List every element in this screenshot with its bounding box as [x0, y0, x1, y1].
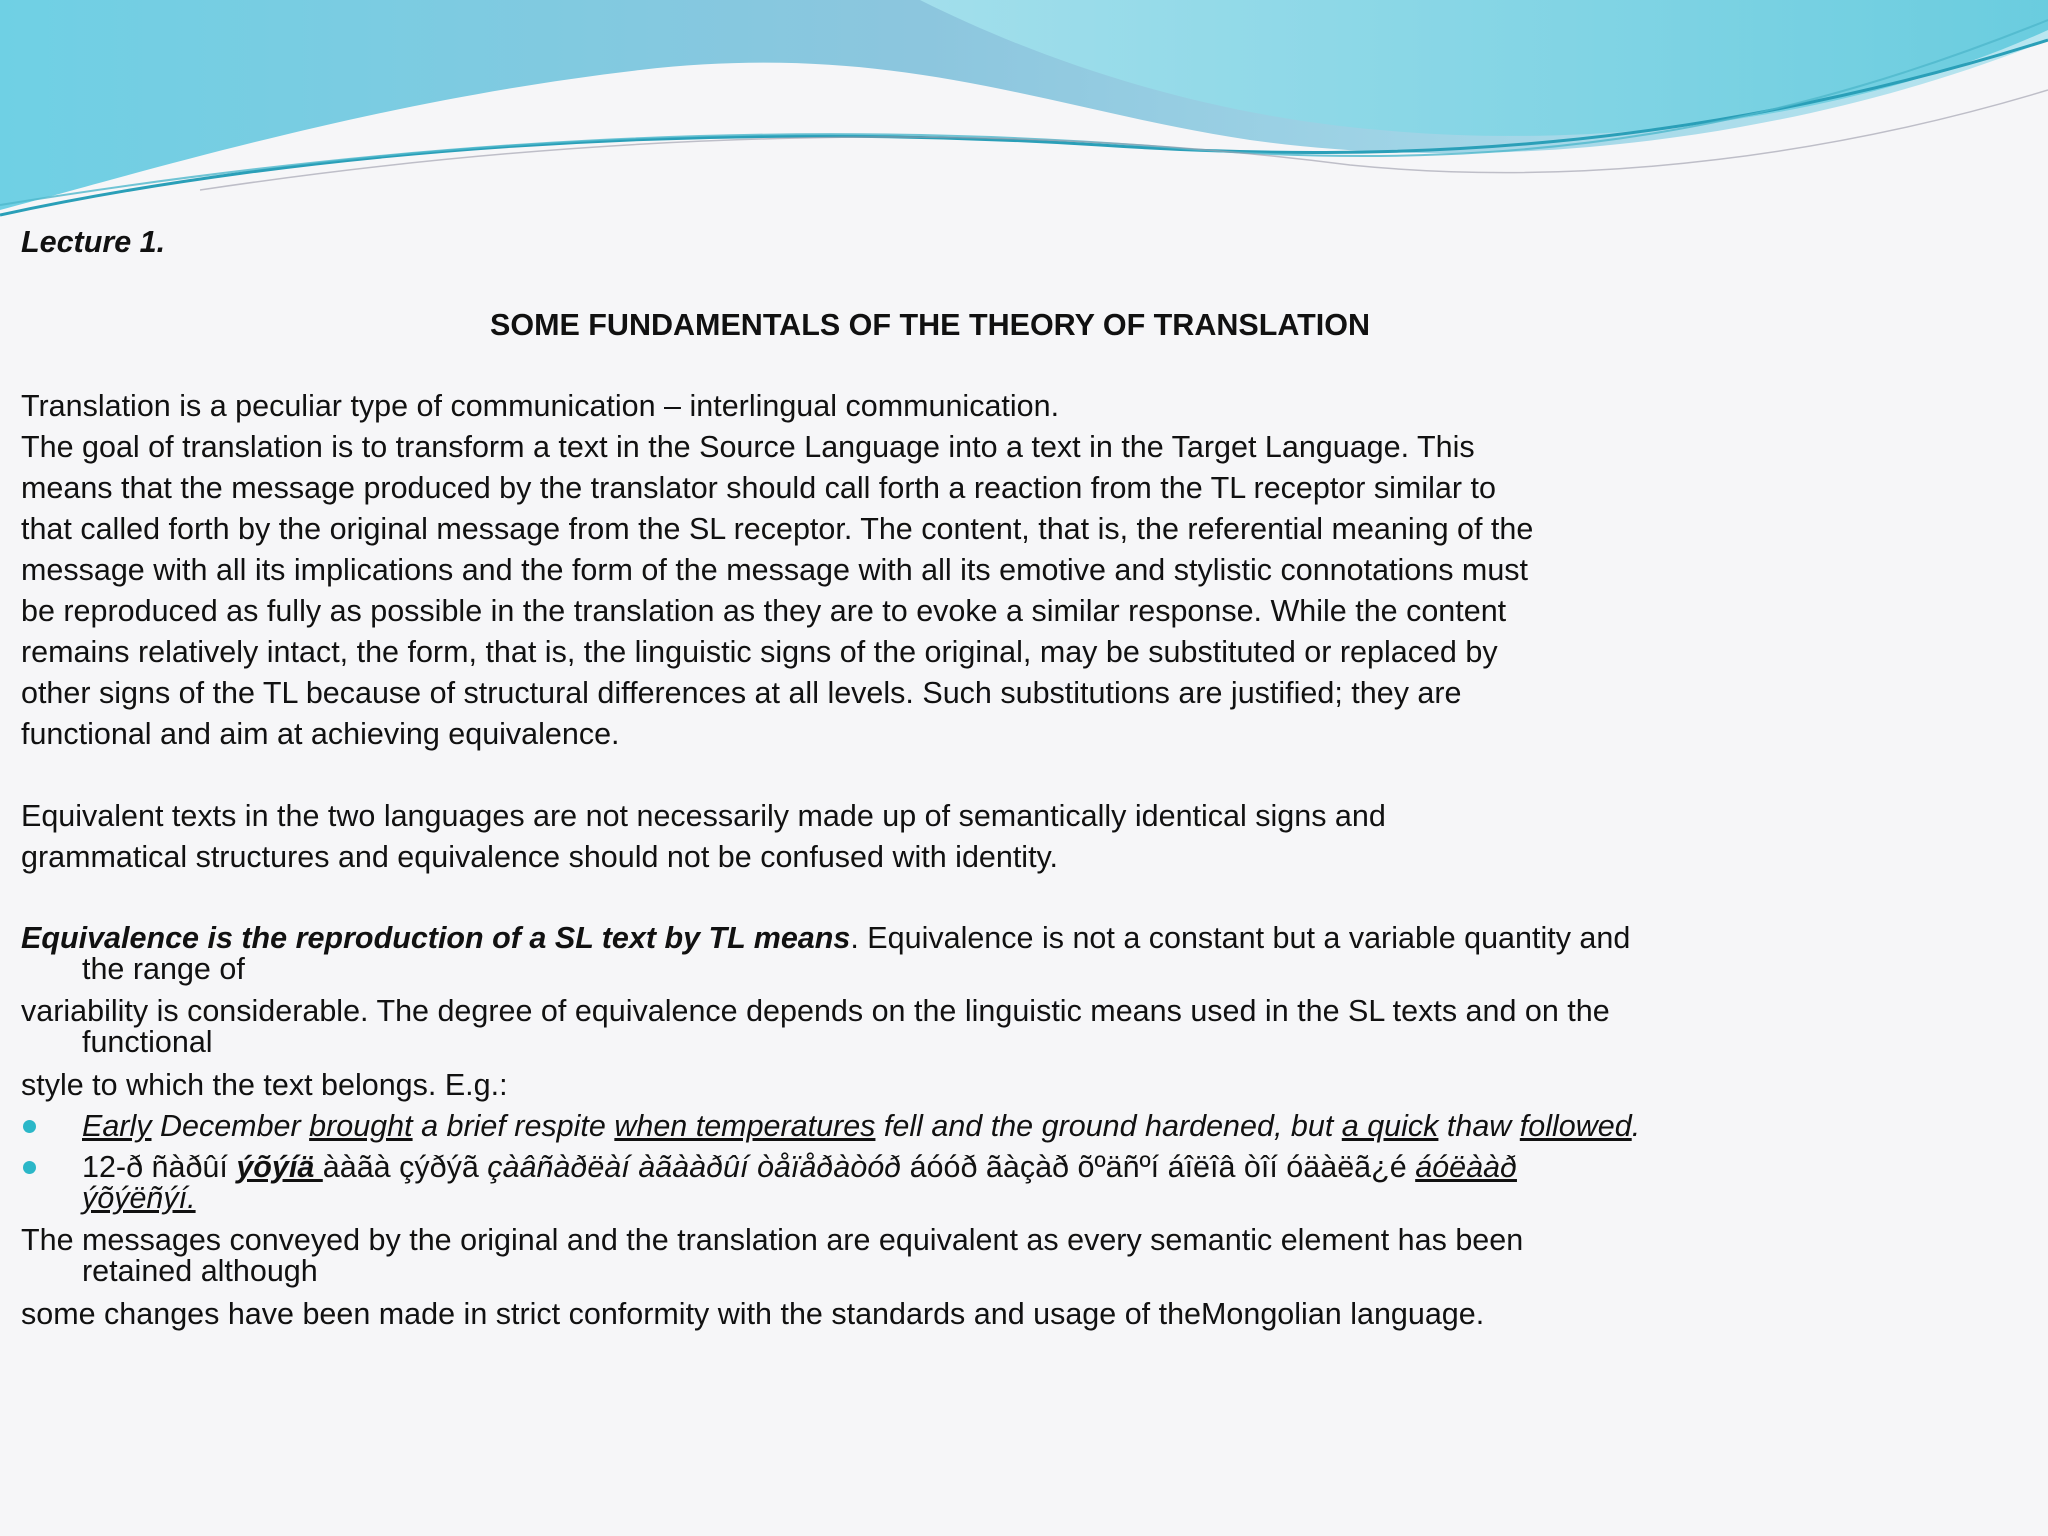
- example-english: Early December brought a brief respite when temperatures fell and the ground hardened, but a quick thaw followed.: [82, 1109, 1641, 1143]
- paragraph-line: Equivalent texts in the two languages are not necessarily made up of semantically identical signs and: [21, 799, 1386, 833]
- paragraph-line: variability is considerable. The degree of equivalence depends on the linguistic means used in the SL texts and on the: [21, 994, 1610, 1028]
- continuation-line: the range of: [82, 952, 245, 986]
- paragraph-line: other signs of the TL because of structural differences at all levels. Such substitutions are justified; they are: [21, 676, 1462, 710]
- paragraph-line: remains relatively intact, the form, that is, the linguistic signs of the original, may be substituted or replaced by: [21, 635, 1498, 669]
- paragraph-line: that called forth by the original message from the SL receptor. The content, that is, the referential meaning of the: [21, 512, 1534, 546]
- paragraph-line: The messages conveyed by the original and the translation are equivalent as every semantic element has been: [21, 1223, 1524, 1257]
- paragraph-line: some changes have been made in strict conformity with the standards and usage of theMongolian language.: [21, 1297, 1485, 1331]
- example-translation-continuation: ýõýëñýí.: [82, 1181, 196, 1215]
- slide-title: SOME FUNDAMENTALS OF THE THEORY OF TRANSLATION: [490, 308, 1370, 342]
- paragraph-line: be reproduced as fully as possible in the translation as they are to evoke a similar response. While the content: [21, 594, 1507, 628]
- continuation-line: retained although: [82, 1254, 318, 1288]
- paragraph-line: functional and aim at achieving equivalence.: [21, 717, 620, 751]
- paragraph-line: means that the message produced by the translator should call forth a reaction from the TL receptor similar to: [21, 471, 1496, 505]
- bullet-marker: [23, 1120, 36, 1133]
- paragraph-line: The goal of translation is to transform a text in the Source Language into a text in the Target Language. This: [21, 430, 1475, 464]
- example-translation: 12-ð ñàðûí ýõýíä ààãà çýðýã çàâñàðëàí àãààðûí òåïåðàòóð áóóð ãàçàð õºäñºí áîëîâ òîí óäàëã¿é áóëààð: [82, 1150, 1517, 1184]
- paragraph-line: style to which the text belongs. E.g.:: [21, 1068, 508, 1102]
- paragraph-line: Translation is a peculiar type of communication – interlingual communication.: [21, 389, 1060, 423]
- paragraph-line: message with all its implications and the form of the message with all its emotive and stylistic connotations must: [21, 553, 1529, 587]
- lecture-heading: Lecture 1.: [21, 225, 166, 259]
- bullet-marker: [23, 1161, 36, 1174]
- paragraph-line: grammatical structures and equivalence should not be confused with identity.: [21, 840, 1059, 874]
- definition-emphasis: Equivalence is the reproduction of a SL text by TL means: [21, 921, 851, 955]
- continuation-line: functional: [82, 1025, 213, 1059]
- definition-line: Equivalence is the reproduction of a SL text by TL means. Equivalence is not a constant but a variable quantity and: [21, 921, 1631, 955]
